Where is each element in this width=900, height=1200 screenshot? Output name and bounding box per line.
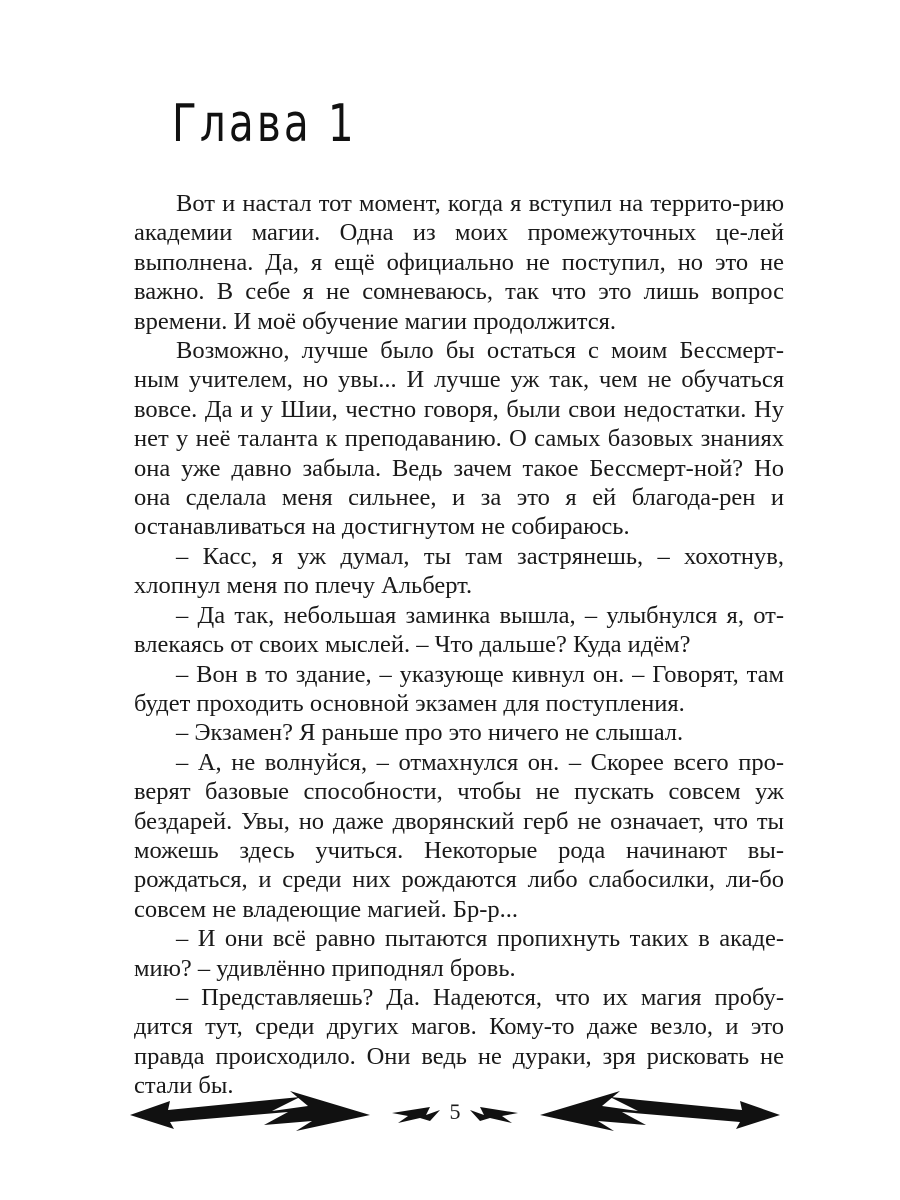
page-footer [130, 1085, 780, 1145]
paragraph: – Касс, я уж думал, ты там застрянешь, – хохотнув, хлопнул меня по плечу Альберт. [134, 542, 784, 600]
paragraph: – Представляешь? Да. Надеются, что их магия пробу-дится тут, среди других магов. Кому-то даже везло, и это правда происходило. Они ведь не дураки, зря рисковать не стали бы. [134, 983, 784, 1100]
page-number: 5 [449, 1099, 461, 1124]
paragraph: – Да так, небольшая заминка вышла, – улыбнулся я, от-влекаясь от своих мыслей. – Что дальше? Куда идём? [134, 601, 784, 659]
paragraph: – Вон в то здание, – указующе кивнул он. – Говорят, там будет проходить основной экзамен для поступления. [134, 660, 784, 717]
paragraph: – А, не волнуйся, – отмахнулся он. – Скорее всего про-верят базовые способности, чтобы не пускать совсем уж бездарей. Увы, но даже дворянский герб не означает, что ты можешь здесь учиться. Некоторые рода начинают вы-рождаться, и среди них рождаются либо слабосилки, ли-бо совсем не владеющие магией. Бр-р... [134, 748, 784, 923]
chapter-title: Глава 1 [172, 94, 357, 154]
paragraph: Вот и настал тот момент, когда я вступил на террито-рию академии магии. Одна из моих промежуточных це-лей выполнена. Да, я ещё официально не поступил, но это не важно. В себе я не сомневаюсь, так что это лишь вопрос времени. И моё обучение магии продолжится. [134, 190, 784, 335]
paragraph: Возможно, лучше было бы остаться с моим Бессмерт-ным учителем, но увы... И лучше уж так, чем не обучаться вовсе. Да и у Шии, честно говоря, были свои недостатки. Ну нет у неё таланта к преподаванию. О самых базовых знаниях она уже давно забыла. Ведь зачем такое Бессмерт-ной? Но она сделала меня сильнее, и за это я ей благода-рен и останавливаться на достигнутом не собираюсь. [134, 337, 784, 541]
body-text [134, 189, 784, 1101]
paragraph: – И они всё равно пытаются пропихнуть таких в акаде-мию? – удивлённо приподнял бровь. [134, 925, 784, 982]
paragraph: – Экзамен? Я раньше про это ничего не слышал. [176, 719, 684, 747]
